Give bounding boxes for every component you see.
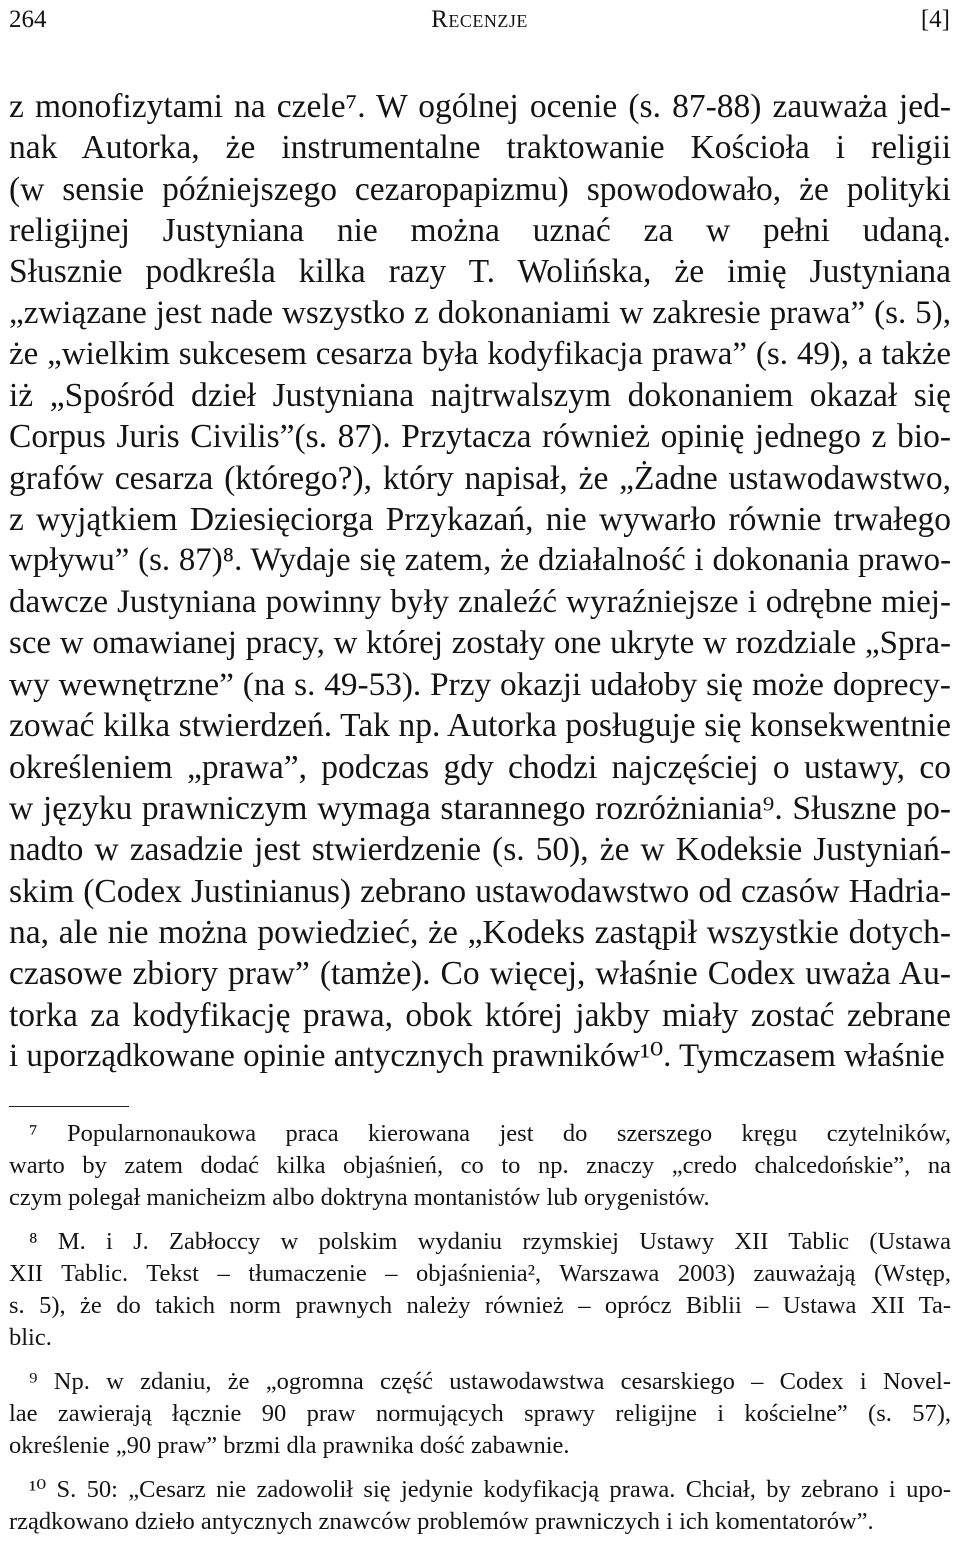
page-number: 264	[9, 6, 47, 33]
body-line: że „wielkim sukcesem cesarza była kodyfikacja prawa” (s. 49), a także	[9, 335, 951, 372]
footnotes	[9, 1118, 951, 1550]
body-line: „związane jest nade wszystko z dokonaniami w zakresie prawa” (s. 5),	[9, 294, 951, 332]
body-line: z wyjątkiem Dziesięciorga Przykazań, nie wywarło równie trwałego	[9, 500, 951, 538]
body-line: określeniem „prawa”, podczas gdy chodzi najczęściej o ustawy, co	[9, 748, 951, 786]
footnote-line: czym polegał manicheizm albo doktryna montanistów lub orygenistów.	[9, 1184, 710, 1211]
body-line: skim (Codex Justinianus) zebrano ustawodawstwo od czasów Hadria-	[9, 872, 951, 910]
body-line: Corpus Juris Civilis”(s. 87). Przytacza również opinię jednego z bio-	[9, 418, 951, 456]
body-line: wpływu” (s. 87)⁸. Wydaje się zatem, że działalność i dokonania prawo-	[9, 542, 951, 579]
footnote-rule	[9, 1106, 129, 1107]
body-line: wy wewnętrzne” (na s. 49-53). Przy okazji udałoby się może doprecy-	[9, 666, 951, 704]
footnote-line: rządkowano dzieło antycznych znawców problemów prawniczych i ich komentatorów”.	[9, 1508, 874, 1535]
footnote-line: określenie „90 praw” brzmi dla prawnika dość zabawnie.	[9, 1432, 570, 1459]
footnote	[9, 1366, 951, 1462]
body-line: w języku prawniczym wymaga starannego rozróżniania⁹. Słuszne po-	[9, 790, 951, 828]
body-line: nadto w zasadzie jest stwierdzenie (s. 50), że w Kodeksie Justyniań-	[9, 831, 951, 869]
body-line: na, ale nie można powiedzieć, że „Kodeks zastąpił wszystkie dotych-	[9, 913, 951, 951]
body-line: nak Autorka, że instrumentalne traktowanie Kościoła i religii	[9, 129, 951, 167]
section-number: [4]	[920, 6, 950, 33]
body-line: zować kilka stwierdzeń. Tak np. Autorka posługuje się konsekwentnie	[9, 707, 951, 745]
footnote-line: s. 5), że do takich norm prawnych należy również – oprócz Biblii – Ustawa XII Ta-	[9, 1292, 951, 1319]
body-line: torka za kodyfikację prawa, obok której jakby miały zostać zebrane	[9, 996, 951, 1034]
footnote-line: warto by zatem dodać kilka objaśnień, co to np. znaczy „credo chalcedońskie”, na	[9, 1152, 951, 1179]
body-line: dawcze Justyniana powinny były znaleźć wyraźniejsze i odrębne miej-	[9, 583, 951, 620]
body-text	[9, 86, 951, 1077]
footnote	[9, 1226, 951, 1354]
running-title: Recenzje	[431, 6, 528, 33]
body-line: (w sensie późniejszego cezaropapizmu) spowodowało, że polityki	[9, 170, 951, 208]
body-line: grafów cesarza (którego?), który napisał, że „Żadne ustawodawstwo,	[9, 459, 951, 497]
footnote-line: ⁹ Np. w zdaniu, że „ogromna część ustawodawstwa cesarskiego – Codex i Novel-	[29, 1368, 951, 1395]
footnote-line: ¹⁰ S. 50: „Cesarz nie zadowolił się jedynie kodyfikacją prawa. Chciał, by zebrano i upo-	[29, 1476, 951, 1503]
footnote-line: ⁸ M. i J. Zabłoccy w polskim wydaniu rzymskiej Ustawy XII Tablic (Ustawa	[29, 1228, 951, 1255]
footnote	[9, 1118, 951, 1214]
footnote	[9, 1474, 951, 1538]
page-header	[9, 6, 950, 40]
footnote-line: lae zawierają łącznie 90 praw normujących sprawy religijne i kościelne” (s. 57),	[9, 1400, 951, 1427]
body-line: i uporządkowane opinie antycznych prawników¹⁰. Tymczasem właśnie	[9, 1037, 945, 1074]
body-line: Słusznie podkreśla kilka razy T. Wolińska, że imię Justyniana	[9, 253, 951, 291]
footnote-line: ⁷ Popularnonaukowa praca kierowana jest do szerszego kręgu czytelników,	[29, 1120, 951, 1147]
body-line: iż „Spośród dzieł Justyniana najtrwalszym dokonaniem okazał się	[9, 377, 951, 415]
body-line: czasowe zbiory praw” (tamże). Co więcej, właśnie Codex uważa Au-	[9, 955, 951, 993]
footnote-line: blic.	[9, 1324, 52, 1351]
footnote-line: XII Tablic. Tekst – tłumaczenie – objaśnienia², Warszawa 2003) zauważają (Wstęp,	[9, 1260, 951, 1287]
body-line: z monofizytami na czele⁷. W ogólnej ocenie (s. 87-88) zauważa jed-	[9, 88, 951, 125]
body-line: religijnej Justyniana nie można uznać za w pełni udaną.	[9, 211, 951, 249]
body-line: sce w omawianej pracy, w której zostały one ukryte w rozdziale „Spra-	[9, 624, 951, 661]
